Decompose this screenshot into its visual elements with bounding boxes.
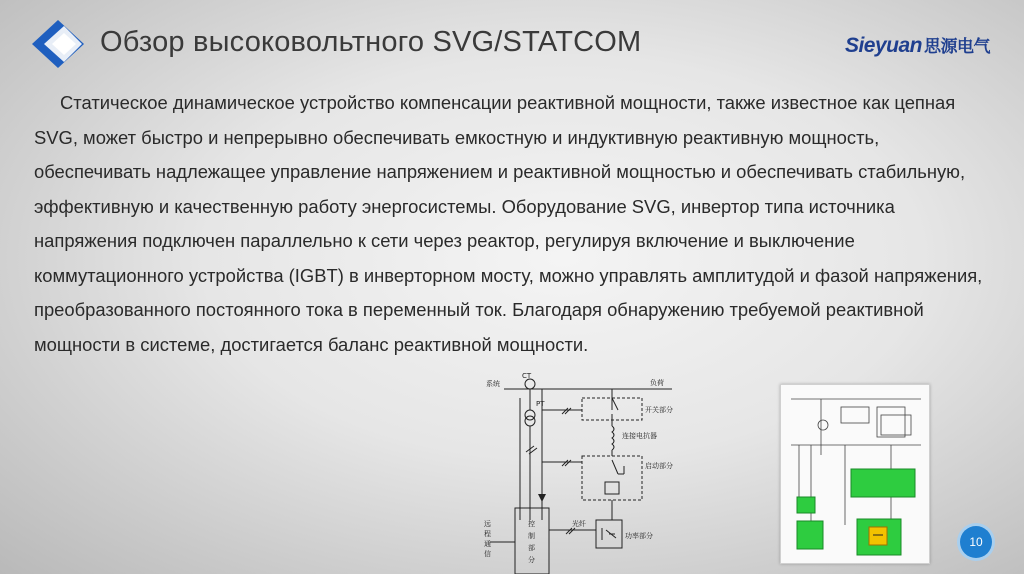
- label-start-part: 启动部分: [645, 462, 673, 470]
- label-control-4: 分: [528, 556, 535, 564]
- label-switch-part: 开关部分: [645, 406, 673, 414]
- label-control-3: 部: [528, 544, 535, 552]
- brand-logo: [845, 32, 990, 58]
- logo-diamond-icon: [24, 16, 94, 72]
- page-title: Обзор высоковольтного SVG/STATCOM: [100, 26, 642, 58]
- label-control-2: 制: [528, 532, 535, 540]
- label-control-1: 控: [528, 520, 535, 528]
- label-load: 负荷: [650, 379, 664, 387]
- body-paragraph: Статическое динамическое устройство компенсации реактивной мощности, также известное как цепная SVG, может быстро и непрерывно обеспечивать емкостную и индуктивную реактивную мощность, обеспечивать надлежащее управление напряжением и реактивной мощностью и обеспечивать стабильную, эффективную и качественную работу энергосистемы. Оборудование SVG, инвертор типа источника напряжения подключен параллельно к сети через реактор, регулируя включение и выключение коммутационного устройства (IGBT) в инверторном мосту, можно управлять амплитудой и фазой напряжения, преобразованного постоянного тока в переменный ток. Благодаря обнаружению требуемой реактивной мощности в системе, достигается баланс реактивной мощности.: [34, 92, 983, 355]
- label-remote-1: 远: [484, 520, 491, 528]
- label-reactor: 连接电抗器: [622, 432, 657, 440]
- svg-circuit-diagram: [482, 370, 682, 574]
- label-remote-3: 通: [484, 540, 491, 548]
- label-remote-2: 程: [484, 530, 491, 538]
- label-power-part: 功率部分: [625, 532, 653, 540]
- label-system: 系统: [486, 380, 500, 388]
- label-remote-4: 信: [484, 550, 491, 558]
- label-ct: CT: [522, 372, 532, 380]
- brand-latin: Sieyuan: [844, 34, 922, 57]
- label-fiber: 光纤: [572, 520, 586, 528]
- label-pt: PT: [536, 400, 545, 408]
- brand-cn: 思源电气: [924, 37, 990, 56]
- schematic-photo: [780, 384, 930, 564]
- schematic-photo-drawing: [781, 385, 929, 563]
- page-number-badge: 10: [960, 526, 992, 558]
